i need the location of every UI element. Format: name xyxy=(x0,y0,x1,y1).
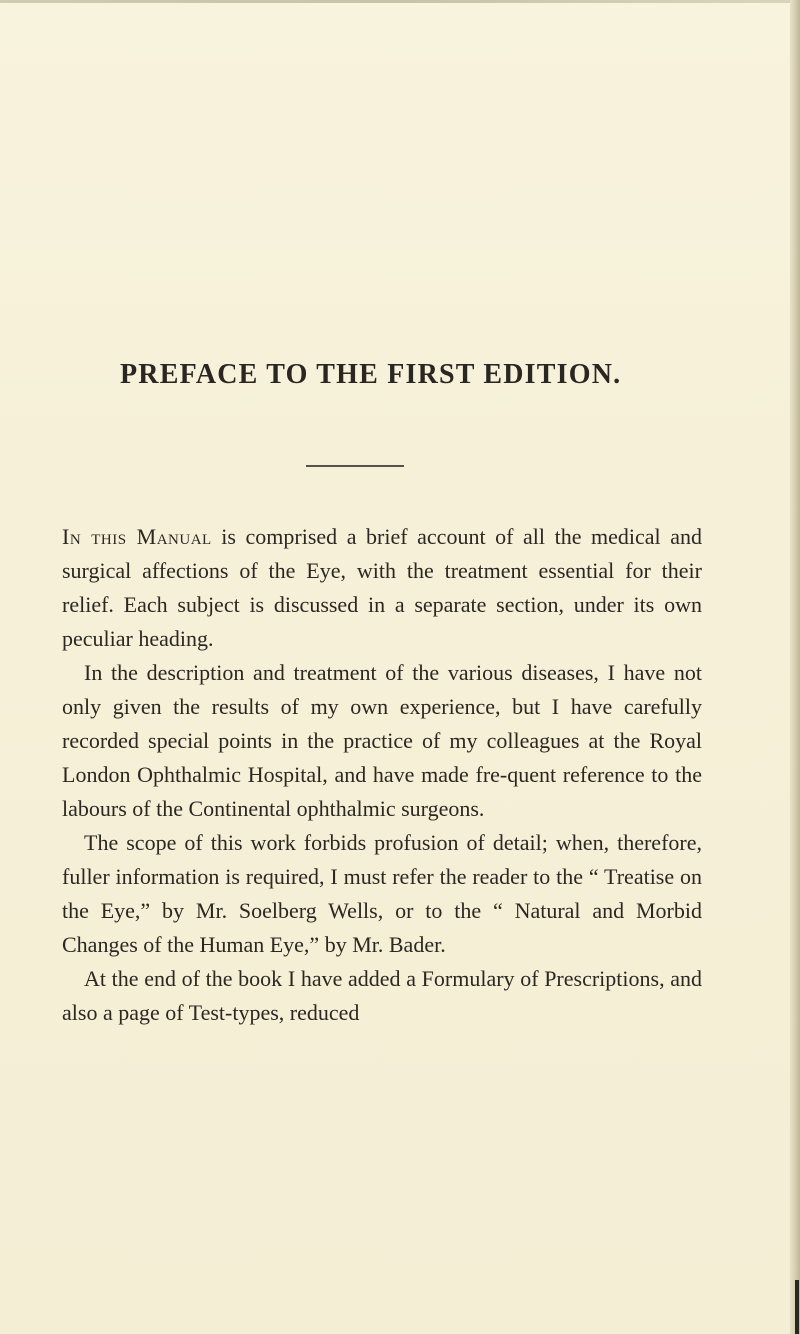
paragraph-3: The scope of this work forbids profusion of detail; when, therefore, fuller information is required, I must refer the reader to the “ Treatise on the Eye,” by Mr. Soelberg Wells, or to the “ Natural and Morbid Changes of the Human Eye,” by Mr. Bader. xyxy=(62,830,702,957)
paragraph-1-text: is comprised a brief account of all the medical and surgical affections of the Eye, with the treatment essential for their relief. Each subject is discussed in a separate section, under its own peculiar heading. xyxy=(62,524,702,651)
page-edge xyxy=(790,0,800,1334)
page-title: PREFACE TO THE FIRST EDITION. xyxy=(120,358,622,390)
title-rule xyxy=(306,465,404,467)
preface-body xyxy=(62,520,702,1030)
top-edge xyxy=(0,0,800,3)
paragraph-1 xyxy=(62,520,702,656)
opening-words: In this Manual xyxy=(62,524,212,549)
paragraph-4: At the end of the book I have added a Formulary of Prescriptions, and also a page of Test-types, reduced xyxy=(62,966,702,1025)
paragraph-2: In the description and treatment of the various diseases, I have not only given the results of my own experience, but I have carefully recorded special points in the practice of my colleagues at the Royal London Ophthalmic Hospital, and have made fre-quent reference to the labours of the Continental ophthalmic surgeons. xyxy=(62,660,702,821)
edge-mark xyxy=(795,1280,799,1334)
